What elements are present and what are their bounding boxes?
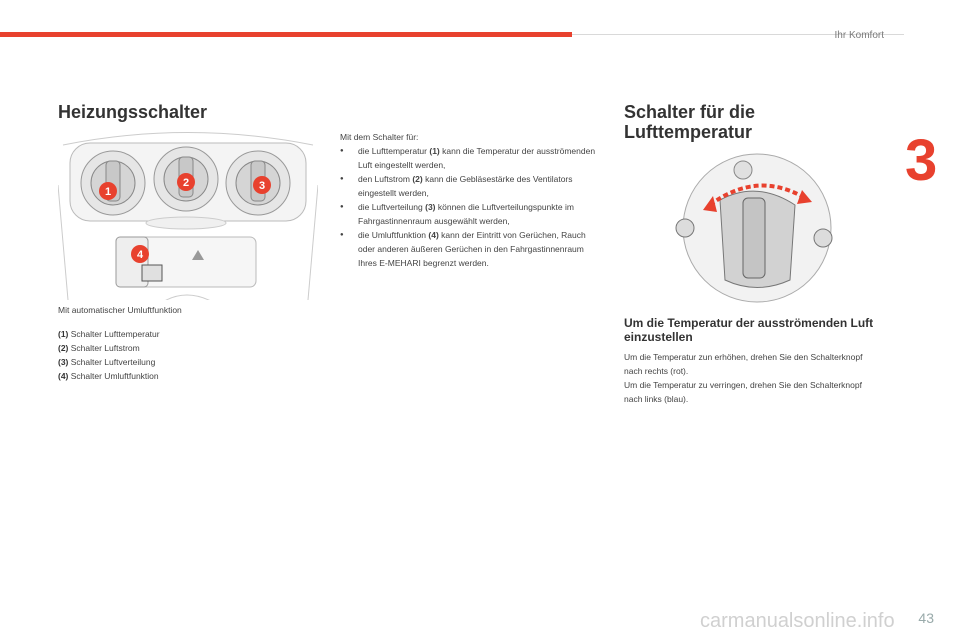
switch-functions-text	[340, 130, 600, 270]
heater-panel-illustration	[58, 125, 318, 300]
svg-text:1: 1	[104, 186, 112, 198]
figure-caption: Mit automatischer Umluftfunktion	[58, 305, 182, 315]
marker-1	[99, 182, 117, 200]
page-number: 43	[918, 610, 934, 626]
subsection-title: Um die Temperatur der ausströmenden Luft einzustellen	[624, 316, 874, 344]
section-title-temperature-switch: Schalter für die Lufttemperatur	[624, 102, 756, 142]
bullet-item: ● die Luftverteilung (3) können die Luftverteilungspunkte im Fahrgastinnenraum ausgewählt werden,	[340, 200, 600, 228]
marker-3	[253, 176, 271, 194]
legend-list	[58, 327, 160, 383]
function-bullet-list	[340, 144, 600, 270]
page-title-heating-switch: Heizungsschalter	[58, 102, 208, 122]
svg-text:3: 3	[258, 180, 266, 192]
legend-item: (3) Schalter Luftverteilung	[58, 357, 156, 367]
instruction-text	[624, 350, 874, 406]
legend-item: (2) Schalter Luftstrom	[58, 343, 140, 353]
legend-item: (1) Schalter Lufttemperatur	[58, 329, 160, 339]
legend-item: (4) Schalter Umluftfunktion	[58, 371, 159, 381]
instruction-increase: Um die Temperatur zun erhöhen, drehen Sie den Schalterknopf nach rechts (rot).	[624, 352, 863, 376]
bullet-item: ● die Lufttemperatur (1) kann die Temperatur der ausströmenden Luft eingestellt werden,	[340, 144, 600, 172]
svg-text:2: 2	[182, 177, 190, 189]
header-accent-bar	[0, 32, 572, 37]
marker-4	[131, 245, 149, 263]
dial-temperature	[81, 151, 145, 215]
marker-2	[177, 173, 195, 191]
section-label: Ihr Komfort	[834, 30, 884, 41]
svg-text:4: 4	[136, 249, 144, 261]
bullet-item: ● den Luftstrom (2) kann die Gebläsestärke des Ventilators eingestellt werden,	[340, 172, 600, 200]
watermark: carmanualsonline.info	[700, 610, 895, 632]
intro-line: Mit dem Schalter für:	[340, 132, 419, 142]
chapter-number: 3	[905, 128, 938, 193]
bullet-item: ● die Umluftfunktion (4) kann der Eintritt von Gerüchen, Rauch oder anderen äußeren Gerüchen in den Fahrgastinnenraum Ihres E-MEHARI begrenzt werden.	[340, 228, 600, 270]
instruction-decrease: Um die Temperatur zu verringen, drehen Sie den Schalterknopf nach links (blau).	[624, 380, 862, 404]
temperature-knob-illustration	[665, 150, 840, 305]
